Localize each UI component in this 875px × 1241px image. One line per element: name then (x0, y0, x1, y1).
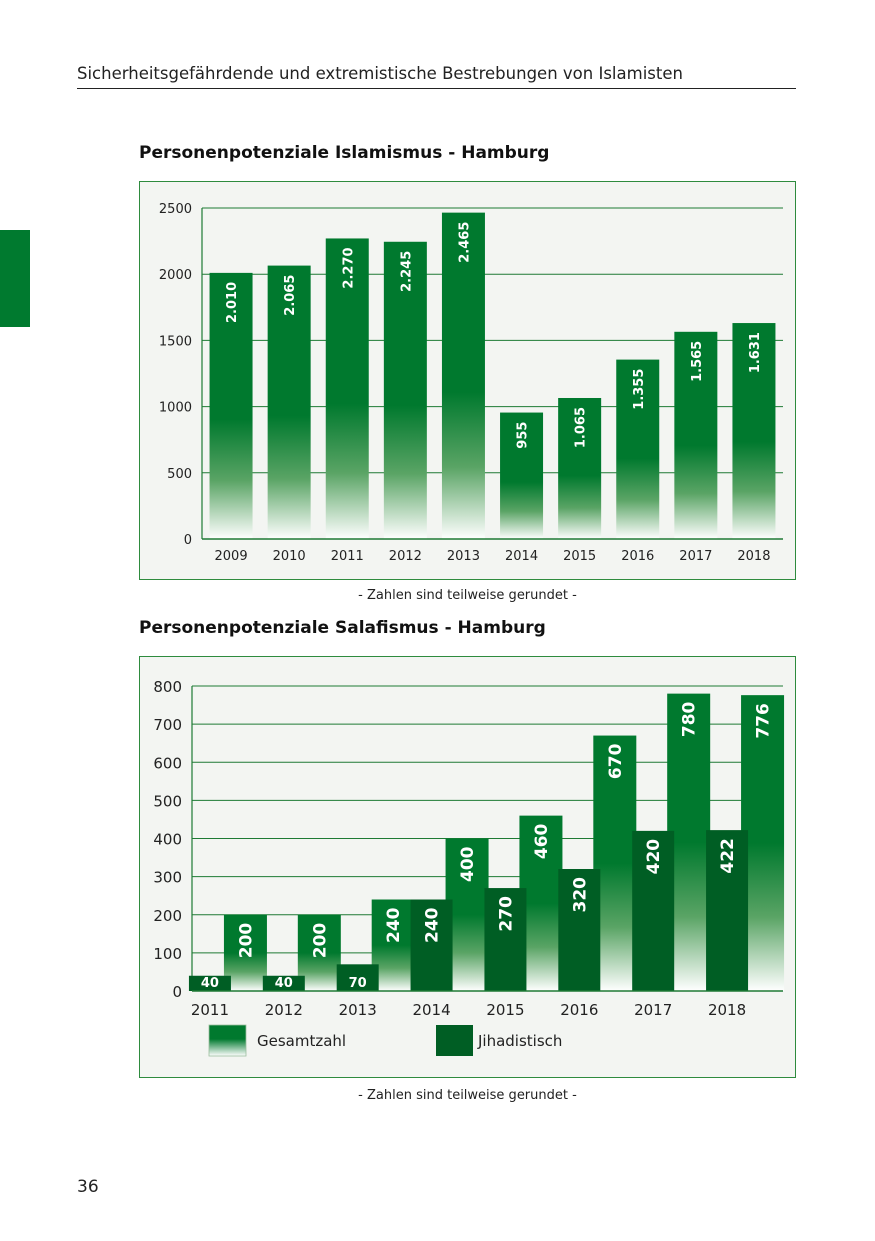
legend-label-jihadistisch: Jihadistisch (478, 1032, 563, 1050)
chart-salafismus (139, 656, 796, 1078)
legend-swatch-gesamtzahl (209, 1025, 246, 1056)
chart-title-salafismus: Personenpotenziale Salafismus - Hamburg (139, 618, 546, 638)
y-tick-label: 400 (153, 830, 182, 849)
bar-value-label: 2.465 (457, 221, 473, 263)
y-tick-label: 0 (183, 533, 192, 548)
bar-gesamtzahl-label: 780 (679, 701, 700, 738)
bar-value-label: 2.245 (399, 250, 415, 292)
bar-jihadistisch-label: 270 (496, 896, 517, 932)
bar-value-label: 2.065 (283, 274, 299, 316)
bar-jihadistisch-label: 40 (200, 976, 219, 991)
bar-gesamtzahl-label: 400 (458, 846, 479, 882)
bar-gesamtzahl-label: 460 (531, 823, 552, 860)
chart-islamismus-svg (140, 182, 795, 579)
legend-swatch-jihadistisch (436, 1025, 473, 1056)
bar-jihadistisch-label: 422 (718, 838, 739, 874)
bar-value-label: 2.270 (341, 247, 357, 289)
bar-value-label: 1.631 (747, 332, 763, 374)
legend-label-gesamtzahl: Gesamtzahl (257, 1032, 347, 1050)
y-tick-label: 0 (172, 983, 182, 1001)
y-tick-label: 500 (167, 466, 192, 482)
x-tick-label: 2011 (330, 549, 364, 564)
y-tick-label: 800 (153, 678, 182, 696)
x-tick-label: 2017 (679, 549, 713, 564)
chart-salafismus-svg (140, 657, 795, 1077)
x-tick-label: 2009 (214, 549, 248, 564)
x-tick-label: 2013 (338, 1001, 377, 1019)
bar-jihadistisch-label: 320 (570, 877, 591, 913)
x-tick-label: 2015 (563, 549, 597, 564)
bar-gesamtzahl-label: 200 (236, 922, 257, 959)
y-tick-label: 1000 (158, 400, 192, 416)
bar-jihadistisch-label: 40 (274, 976, 293, 991)
x-tick-label: 2017 (634, 1001, 673, 1019)
header-divider (77, 88, 796, 89)
bar-jihadistisch-label: 420 (644, 838, 665, 875)
footnote-islamismus: - Zahlen sind teilweise gerundet - (358, 588, 577, 603)
y-tick-label: 200 (153, 906, 182, 925)
page-number: 36 (77, 1177, 99, 1197)
x-tick-label: 2010 (272, 549, 306, 564)
y-tick-label: 1500 (158, 334, 192, 350)
y-tick-label: 100 (153, 944, 182, 963)
bar-value-label: 2.010 (225, 281, 241, 324)
bar-value-label: 1.355 (631, 368, 647, 410)
y-tick-label: 600 (153, 754, 182, 773)
bar-gesamtzahl-label: 200 (310, 922, 331, 959)
x-tick-label: 2011 (190, 1001, 230, 1019)
x-tick-label: 2014 (505, 549, 539, 564)
x-tick-label: 2018 (737, 549, 771, 564)
bar-gesamtzahl-label: 776 (753, 703, 774, 739)
y-tick-label: 700 (153, 716, 182, 735)
x-tick-label: 2016 (621, 549, 655, 564)
footnote-salafismus: - Zahlen sind teilweise gerundet - (358, 1088, 577, 1103)
x-tick-label: 2013 (446, 549, 480, 564)
chapter-side-tab (0, 230, 30, 327)
y-tick-label: 500 (153, 792, 182, 811)
x-tick-label: 2016 (560, 1001, 599, 1019)
bar-gesamtzahl-label: 240 (384, 907, 405, 943)
y-tick-label: 2500 (158, 202, 192, 217)
x-tick-label: 2015 (486, 1001, 525, 1019)
x-tick-label: 2012 (264, 1001, 303, 1019)
y-tick-label: 2000 (158, 268, 192, 284)
x-tick-label: 2014 (412, 1001, 451, 1019)
bar-jihadistisch-label: 70 (348, 976, 367, 991)
x-tick-label: 2012 (388, 549, 422, 564)
bar-value-label: 1.565 (689, 340, 705, 382)
chart-title-islamismus: Personenpotenziale Islamismus - Hamburg (139, 143, 550, 163)
chart-islamismus (139, 181, 796, 580)
bar-jihadistisch-label: 240 (422, 907, 443, 943)
bar-gesamtzahl-label: 670 (605, 743, 626, 780)
x-tick-label: 2018 (707, 1001, 747, 1019)
bar-value-label: 1.065 (573, 406, 589, 449)
bar-value-label: 955 (515, 421, 531, 449)
page-header-title: Sicherheitsgefährdende und extremistische Bestrebungen von Islamisten (77, 64, 683, 83)
y-tick-label: 300 (153, 868, 182, 887)
